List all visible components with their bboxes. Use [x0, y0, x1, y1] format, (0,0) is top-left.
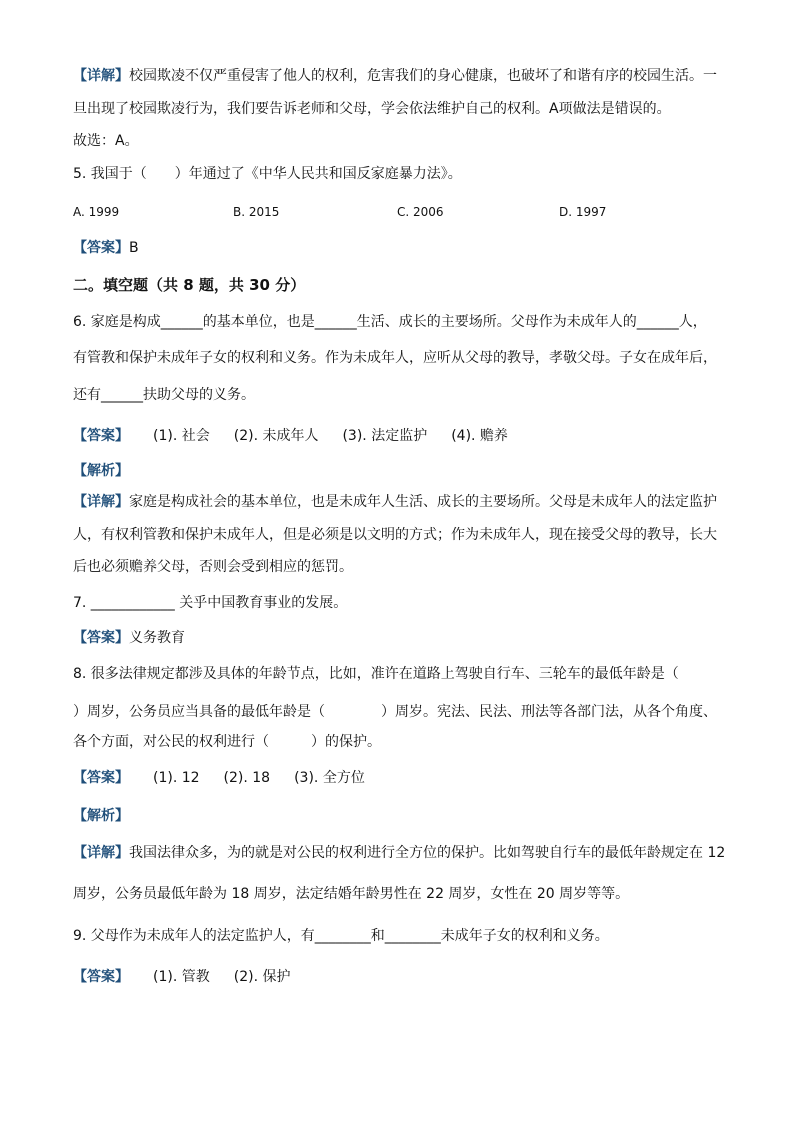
section-2-title: 二。填空题（共 8 题，共 30 分）: [73, 276, 306, 294]
q7-stem: 7. ____________ 关乎中国教育事业的发展。: [73, 595, 348, 611]
answer-tag: 【答案】: [73, 630, 129, 646]
q5-stem: 5. 我国于（ ）年通过了《中华人民共和国反家庭暴力法》。: [73, 166, 462, 182]
q8-analysis-tag: 【解析】: [73, 808, 129, 824]
detail-tag: 【详解】: [73, 494, 129, 510]
q9-stem: 9. 父母作为未成年人的法定监护人，有________和________未成年子女的权利和义务。: [73, 928, 609, 944]
q5-option-b: B. 2015: [233, 205, 280, 219]
q6-line-3: 还有______扶助父母的义务。: [73, 387, 255, 403]
answer-tag: 【答案】: [73, 240, 129, 256]
q5-answer: 【答案】B: [73, 240, 139, 256]
q8-line-2: ）周岁，公务员应当具备的最低年龄是（ ）周岁。宪法、民法、刑法等各部门法，从各个角度、: [73, 704, 717, 720]
q7-answer: 【答案】义务教育: [73, 630, 185, 646]
q6-analysis-tag: 【解析】: [73, 463, 129, 479]
answer-tag: 【答案】: [73, 969, 129, 985]
q4-choose: 故选：A。: [73, 133, 139, 149]
q6-detail-line-1: 【详解】家庭是构成社会的基本单位，也是未成年人生活、成长的主要场所。父母是未成年人的法定监护: [73, 494, 717, 510]
q4-detail-line-2: 旦出现了校园欺凌行为，我们要告诉老师和父母，学会依法维护自己的权利。A项做法是错误的。: [73, 101, 671, 117]
answer-tag: 【答案】: [73, 770, 129, 786]
detail-tag: 【详解】: [73, 68, 129, 84]
q4-detail-line-1: 【详解】校园欺凌不仅严重侵害了他人的权利，危害我们的身心健康，也破坏了和谐有序的校园生活。一: [73, 68, 717, 84]
q8-detail-line-2: 周岁，公务员最低年龄为 18 周岁，法定结婚年龄男性在 22 周岁，女性在 20 周岁等等。: [73, 886, 630, 902]
q6-line-1: 6. 家庭是构成______的基本单位，也是______生活、成长的主要场所。父母作为未成年人的______人，: [73, 314, 707, 330]
q8-line-3: 各个方面，对公民的权利进行（ ）的保护。: [73, 734, 381, 750]
q6-detail-line-3: 后也必须赡养父母，否则会受到相应的惩罚。: [73, 559, 353, 575]
q8-line-1: 8. 很多法律规定都涉及具体的年龄节点，比如，准许在道路上驾驶自行车、三轮车的最低年龄是（: [73, 666, 679, 682]
q9-answer: 【答案】 (1). 管教 (2). 保护: [73, 969, 291, 985]
detail-tag: 【详解】: [73, 845, 129, 861]
q5-option-d: D. 1997: [559, 205, 607, 219]
q6-answer: 【答案】 (1). 社会 (2). 未成年人 (3). 法定监护 (4). 赡养: [73, 428, 508, 444]
q5-option-c: C. 2006: [397, 205, 444, 219]
q8-answer: 【答案】 (1). 12 (2). 18 (3). 全方位: [73, 770, 365, 786]
q8-detail-line-1: 【详解】我国法律众多，为的就是对公民的权利进行全方位的保护。比如驾驶自行车的最低年龄规定在 12: [73, 845, 726, 861]
q5-option-a: A. 1999: [73, 205, 120, 219]
q6-line-2: 有管教和保护未成年子女的权利和义务。作为未成年人，应听从父母的教导，孝敬父母。子女在成年后，: [73, 350, 717, 366]
answer-tag: 【答案】: [73, 428, 129, 444]
q6-detail-line-2: 人，有权利管教和保护未成年人，但是必须是以文明的方式；作为未成年人，现在接受父母的教导，长大: [73, 527, 717, 543]
